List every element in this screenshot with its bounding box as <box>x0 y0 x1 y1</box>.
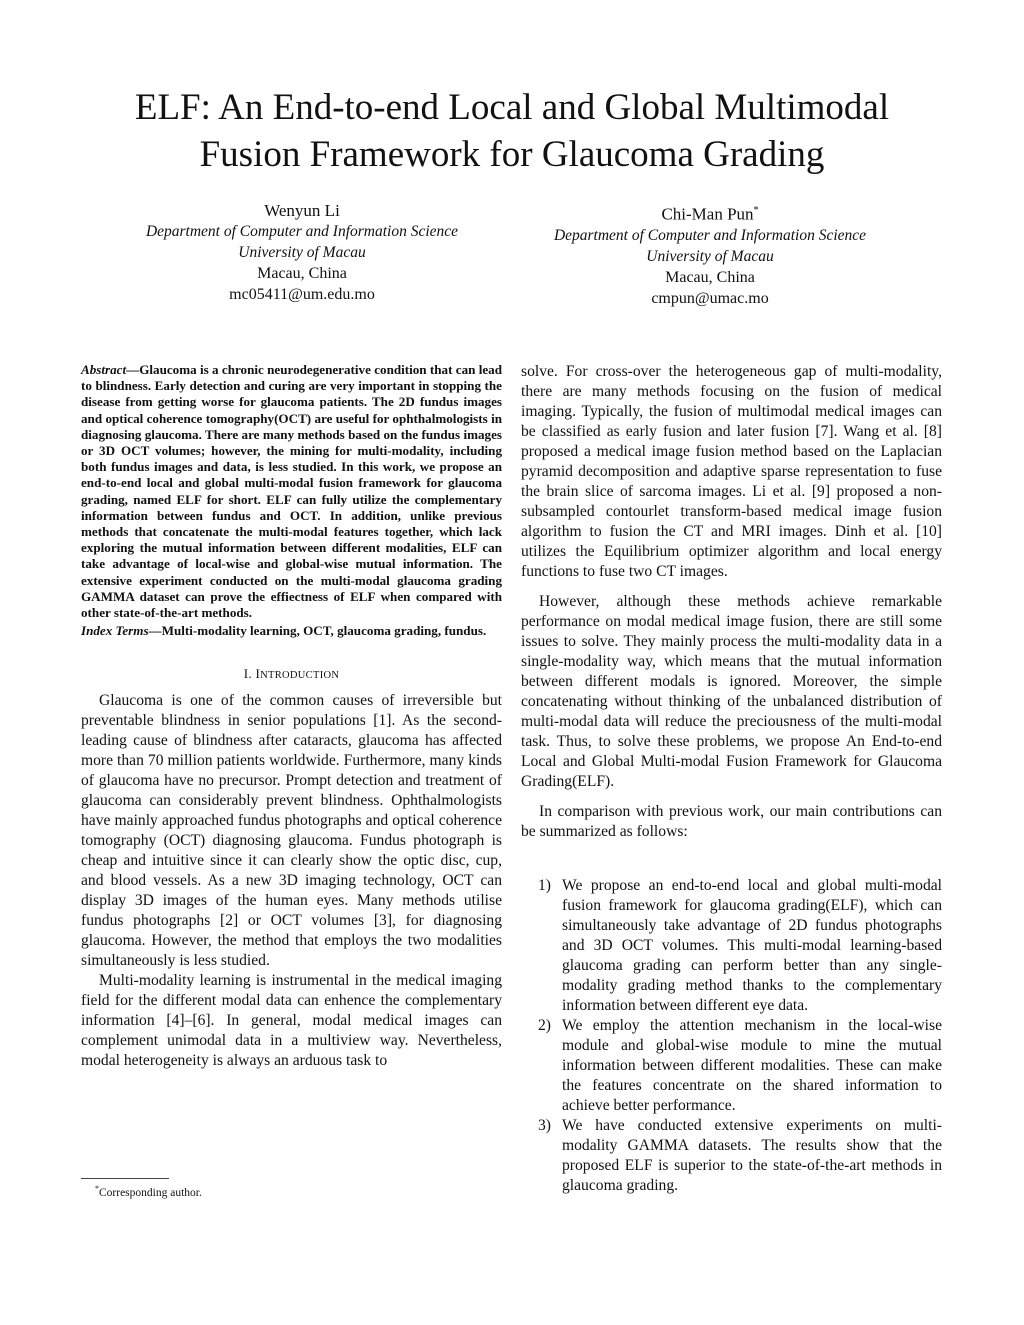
body-paragraph-3: In comparison with previous work, our main contributions can be summarized as follows: <box>521 803 942 840</box>
list-item-text: We propose an end-to-end local and global multi-modal fusion framework for glaucoma grading(ELF), which can simultaneously take advantage of 2D fundus photographs and 3D OCT volumes. This multi-modal learning-based glaucoma grading can perform better than any single-modality grading method thanks to the complementary information between different eye data. <box>562 877 942 1014</box>
index-terms-lead: Index Terms <box>81 623 149 639</box>
list-item <box>521 1116 942 1196</box>
index-terms <box>81 623 502 639</box>
list-item <box>521 876 942 1016</box>
author-university: University of Macau <box>646 247 774 265</box>
footnote-text: Corresponding author. <box>99 1186 202 1199</box>
author-block-1 <box>92 200 512 305</box>
left-column <box>81 362 502 1071</box>
author-email: mc05411@um.edu.mo <box>229 286 375 303</box>
abstract-lead: Abstract <box>81 362 127 377</box>
author-location: Macau, China <box>665 268 755 286</box>
author-name: Wenyun Li <box>264 201 340 220</box>
contributions-list <box>521 876 942 1196</box>
author-university: University of Macau <box>238 244 366 261</box>
author-email: cmpun@umac.mo <box>651 289 769 307</box>
author-department: Department of Computer and Information Science <box>553 226 867 244</box>
list-item-text: We have conducted extensive experiments on multi-modality GAMMA datasets. The results show that the proposed ELF is superior to the state-of-the-art methods in glaucoma grading. <box>562 1117 942 1194</box>
footnote-rule <box>81 1178 169 1179</box>
list-item <box>521 1016 942 1116</box>
intro-paragraph-1: Glaucoma is one of the common causes of irreversible but preventable blindness in senior populations [1]. As the second-leading cause of blindness after cataracts, glaucoma has affected more than 70 million patients worldwide. Furthermore, many kinds of glaucoma have no precursor. Prompt detection and treatment of glaucoma can considerably prevent blindness. Ophthalmologists have mainly approached fundus photographs and optical coherence tomography (OCT) diagnosing glaucoma. Fundus photograph is cheap and intuitive since it can clearly show the optic disc, cup, and blood vessels. As a new 3D imaging technology, OCT can display 3D images of the human eyes. Many methods utilise fundus photographs [2] or OCT volumes [3], for diagnosing glaucoma. However, the method that employs the two modalities simultaneously is less studied. <box>81 692 502 970</box>
corresponding-marker: * <box>753 205 759 216</box>
author-name: Chi-Man Pun* <box>661 204 759 224</box>
author-block-2 <box>500 200 920 309</box>
section-heading-introduction: I. INTRODUCTION <box>243 666 340 682</box>
author-department: Department of Computer and Information Science <box>145 223 459 240</box>
intro-paragraph-2: Multi-modality learning is instrumental in the medical imaging field for the different modal data can enhence the complementary information [4]–[6]. In general, modal medical images can complement unimodal data in a multiview way. Nevertheless, modal heterogeneity is always an arduous task to <box>81 972 502 1070</box>
footnote <box>95 1184 202 1199</box>
footnote-marker: * <box>95 1184 99 1193</box>
list-item-number: 2) <box>538 1017 551 1034</box>
title-line-2: Fusion Framework for Glaucoma Grading <box>199 134 825 175</box>
list-item-number: 1) <box>538 877 551 894</box>
abstract-text: —Glaucoma is a chronic neurodegenerative condition that can lead to blindness. Early detection and curing are very important in stopping the disease from getting worse for glaucoma patients. The 2D fundus images and optical coherence tomography(OCT) are useful for ophthalmologists in diagnosing glaucoma. There are many methods based on the fundus images or 3D OCT volumes; however, the mining for multi-modality, including both fundus images and data, is less studied. In this work, we propose an end-to-end local and global multi-modal fusion framework for glaucoma grading, named ELF for short. ELF can fully utilize the complementary information between fundus and OCT. In addition, unlike previous methods that concatenate the multi-modal features together, which lack exploring the mutual information between different modalities, ELF can take advantage of local-wise and global-wise mutual information. The extensive experiment conducted on the multi-modal glaucoma grading GAMMA dataset can prove the effiectness of ELF when compared with other state-of-the-art methods. <box>81 362 502 621</box>
title-line-1: ELF: An End-to-end Local and Global Multimodal <box>134 87 890 128</box>
body-paragraph-2: However, although these methods achieve remarkable performance on modal medical image fusion, there are still some issues to solve. They mainly process the multi-modality data in a single-modality way, which means that the mutual information between different modals is ignored. Moreover, the simple concatenating without thinking of the unbalanced distribution of multi-modal data will reduce the preciousness of the multi-modal task. Thus, to solve these problems, we propose An End-to-end Local and Global Multi-modal Fusion Framework for Glaucoma Grading(ELF). <box>521 593 942 790</box>
list-item-number: 3) <box>538 1117 551 1134</box>
index-terms-text: —Multi-modality learning, OCT, glaucoma grading, fundus. <box>148 623 487 639</box>
paper-title <box>40 84 984 178</box>
abstract <box>81 362 502 621</box>
body-paragraph-1: solve. For cross-over the heterogeneous gap of multi-modality, there are many methods focusing on the fusion of medical imaging. Typically, the fusion of multimodal medical images can be classified as early fusion and later fusion [7]. Wang et al. [8] proposed a medical image fusion method based on the Laplacian pyramid decomposition and adaptive sparse representation to fuse the brain slice of sarcoma images. Li et al. [9] proposed a non-subsampled contourlet transform-based medical image fusion algorithm to fusion the CT and MRI images. Dinh et al. [10] utilizes the Equilibrium optimizer algorithm and local energy functions to fuse two CT images. <box>521 363 942 580</box>
right-column <box>521 362 942 1196</box>
list-item-text: We employ the attention mechanism in the local-wise module and global-wise module to mine the mutual information between different modalities. These can make the features concentrate on the shared information to achieve better performance. <box>562 1017 942 1114</box>
author-location: Macau, China <box>257 265 347 282</box>
